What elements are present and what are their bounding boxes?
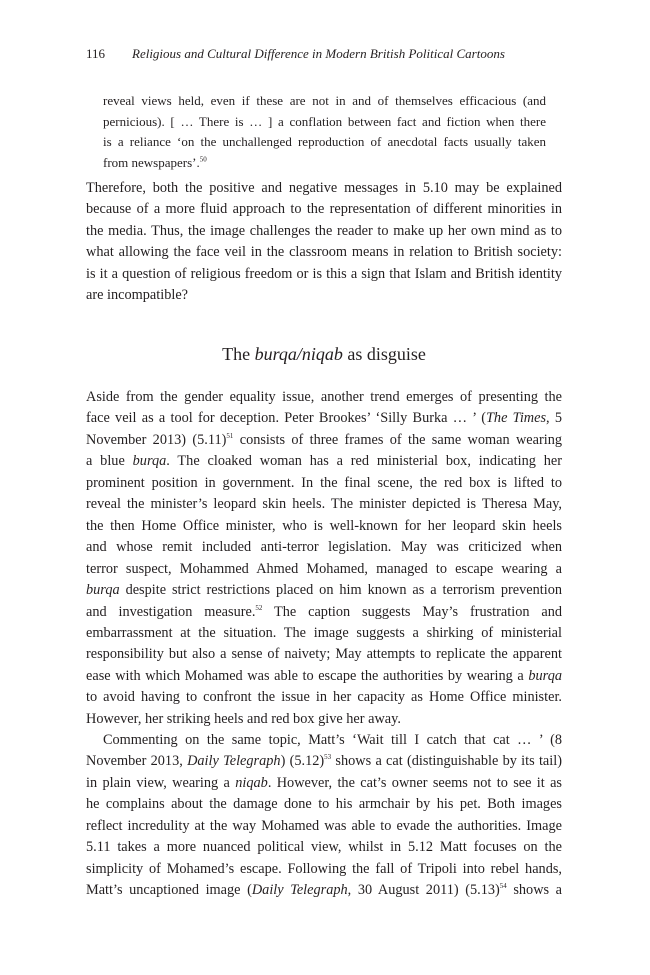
text-line: However, her striking heels and red box give her away. <box>86 710 401 727</box>
text-line: 5.11 takes a more nuanced political view, whilst in 5.12 Matt focuses on the <box>86 839 562 856</box>
text-line: are incompatible? <box>86 287 189 304</box>
quote-line: reveal views held, even if these are not in and of themselves efficacious (and <box>103 93 546 108</box>
text-line: simplicity of Mohamed’s escape. Following the fall of Tripoli into rebel hands, <box>86 860 562 877</box>
text: . However, the cat’s owner seems not to see it as <box>267 774 562 791</box>
text-line: reveal the minister’s leopard skin heels. The minister depicted is Theresa May, <box>86 496 562 513</box>
paragraph-3 <box>86 730 562 902</box>
text-line <box>86 773 562 794</box>
text-line <box>86 666 562 687</box>
footnote-ref-53: 53 <box>324 753 332 762</box>
text-line <box>86 880 562 901</box>
page-number: 116 <box>86 46 106 61</box>
text-line: is it a question of religious freedom or is this a sign that Islam and British identity <box>86 265 562 282</box>
text-line: reflect incredulity at the way Mohamed was able to evade the authorities. Image <box>86 817 562 834</box>
text-line <box>86 751 562 772</box>
footnote-ref-54: 54 <box>499 882 507 891</box>
text: The caption suggests May’s frustration and <box>262 603 562 620</box>
italic-term: burqa <box>86 582 120 599</box>
text-line <box>86 430 562 451</box>
text-line: terror suspect, Mohammed Ahmed Mohamed, managed to escape wearing a <box>86 560 562 577</box>
quote-line <box>103 153 546 174</box>
block-quote <box>103 91 546 173</box>
text: ) (5.12) <box>280 753 325 770</box>
publication-title: Daily Telegraph <box>187 753 281 770</box>
text: , 30 August 2011) (5.13) <box>347 882 500 899</box>
text-line: Therefore, both the positive and negative messages in 5.10 may be explained <box>86 180 562 196</box>
running-title: Religious and Cultural Difference in Modern British Political Cartoons <box>132 46 505 61</box>
text-line: to avoid having to confront the issue in her capacity as Home Office minister. <box>86 689 562 706</box>
footnote-ref-52: 52 <box>255 603 263 612</box>
text: consists of three frames of the same woman wearing <box>233 431 562 448</box>
text-line: the then Home Office minister, who is well-known for her leopard skin heels <box>86 517 562 534</box>
text-line <box>86 602 562 623</box>
text-line: Aside from the gender equality issue, another trend emerges of presenting the <box>86 389 562 405</box>
text-line: Commenting on the same topic, Matt’s ‘Wait till I catch that cat … ’ (8 <box>103 732 562 748</box>
text: , 5 <box>546 410 563 427</box>
text-line: because of a more fluid approach to the representation of different minorities in <box>86 201 562 218</box>
text: Matt’s uncaptioned image ( <box>86 882 252 899</box>
text-line: the media. Thus, the image challenges the reader to make up her own mind as to <box>86 222 562 239</box>
text: November 2013) (5.11) <box>86 431 227 448</box>
section-heading <box>86 343 562 365</box>
heading-text: as disguise <box>342 344 426 364</box>
text-line: and whose remit included anti-terror legislation. May was criticized when <box>86 539 562 556</box>
quote-line: pernicious). [ … There is … ] a conflation between fact and fiction when there <box>103 113 546 129</box>
text-line: prominent position in government. In the final scene, the red box is lifted to <box>86 474 562 491</box>
footnote-ref-51: 51 <box>226 432 234 441</box>
italic-term: niqab <box>235 774 268 791</box>
quote-text: from newspapers’. <box>103 154 200 170</box>
text: shows a <box>506 882 563 899</box>
text-line <box>86 451 562 472</box>
text: . The cloaked woman has a red ministerial box, indicating her <box>166 453 562 470</box>
publication-title: The Times <box>485 410 547 427</box>
text: and investigation measure. <box>86 603 256 620</box>
italic-term: burqa <box>528 667 562 684</box>
heading-italic: burqa/niqab <box>254 344 343 364</box>
text-line <box>86 408 562 429</box>
paragraph-2 <box>86 387 562 730</box>
italic-term: burqa <box>132 453 167 470</box>
heading-text: The <box>222 344 255 364</box>
text: a blue <box>86 453 133 470</box>
text-line: responsibility but also a sense of naivety; May attempts to replicate the apparent <box>86 646 562 663</box>
text-line: he complains about the damage done to his armchair by his pet. Both images <box>86 796 562 813</box>
text: despite strict restrictions placed on him known as a terrorism prevention <box>119 582 562 599</box>
text-line: what allowing the face veil in the classroom means in relation to British society: <box>86 244 562 261</box>
footnote-ref-50: 50 <box>199 155 207 164</box>
paragraph-1 <box>86 178 562 306</box>
text-line <box>86 580 562 601</box>
text: face veil as a tool for deception. Peter Brookes’ ‘Silly Burka … ’ ( <box>86 410 486 427</box>
text: ease with which Mohamed was able to escape the authorities by wearing a <box>86 667 529 684</box>
running-header <box>86 46 566 62</box>
text: shows a cat (distinguishable by its tail) <box>331 753 562 770</box>
text-line: embarrassment at the situation. The image suggests a shirking of ministerial <box>86 624 562 641</box>
quote-line: is a reliance ‘on the unchallenged reproduction of anecdotal facts usually taken <box>103 134 546 150</box>
publication-title: Daily Telegraph <box>251 882 348 899</box>
text: in plain view, wearing a <box>86 774 236 791</box>
text: November 2013, <box>86 753 188 770</box>
